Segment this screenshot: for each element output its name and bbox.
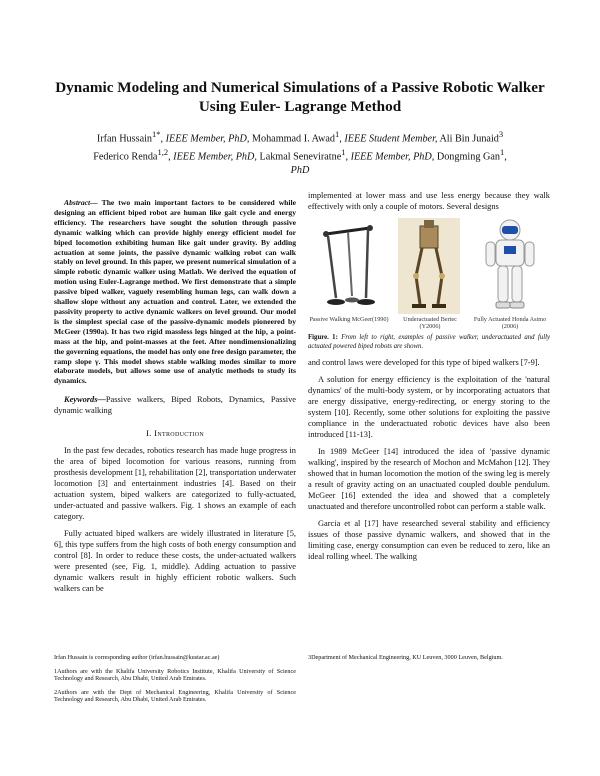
author-affiliation: 1*: [152, 129, 161, 139]
footnote: 2Authors are with the Dept of Mechanical Engineering, Khalifa University of Science Technology and Research, Abu Dhabi, United Arab Emirates.: [54, 688, 296, 704]
right-column: [308, 190, 550, 568]
footnote-corresponding: Irfan Hussain is corresponding author (irfan.hussain@kustar.ac.ae): [54, 654, 220, 661]
figure-panel-caption: Passive Walking McGeer(1990): [309, 316, 389, 323]
figure-panel-caption: Fully Actuated Honda Asimo (2006): [473, 316, 547, 331]
keywords-label: Keywords—: [64, 395, 106, 405]
left-column: [54, 198, 296, 600]
section-heading-introduction: I. Introduction: [145, 428, 205, 439]
author-name: Federico Renda: [93, 151, 158, 163]
body-paragraph: A solution for energy efficiency is the exploitation of the 'natural dynamics' of the multi-body system, or by incorporating actuators that are energy dissipative, energy-redirecting, or energy storing to the system [10]. Recently, some other solutions for exploiting the passive compliance in the underactuated robotic devices have also been introduced [11-13].: [308, 375, 550, 440]
keywords: [54, 394, 296, 416]
footnote: 3Department of Mechanical Engineering, KU Leuven, 3000 Leuven, Belgium.: [308, 654, 503, 661]
figure-caption-text: From left to right, examples of passive walker, underactuated and fully actuated powered biped robots are shown.: [308, 334, 550, 350]
author-affiliation: 1: [499, 146, 505, 157]
figure-label: Figure. 1:: [308, 334, 338, 341]
author-role: IEEE Member, PhD,: [173, 151, 257, 163]
author-name: Ali Bin Junaid: [439, 133, 499, 145]
passive-walker-image: [312, 218, 384, 314]
abstract-label: Abstract—: [64, 198, 98, 207]
footnotes-left: [54, 654, 296, 710]
body-paragraph: implemented at lower mass and use less energy because they walk effectively with only a couple of motors. Several designs: [308, 191, 550, 211]
body-paragraph: and control laws were developed for this type of biped walkers [7-9].: [308, 358, 540, 368]
author-name: Irfan Hussain: [96, 133, 153, 145]
author-role: IEEE Member, PhD,: [165, 133, 250, 145]
footnote: 1Authors are with the Khalifa University Robotics Institute, Khalifa University of Science Technology and Research, Abu Dhabi, United Arab Emirates.: [54, 667, 296, 683]
paper-title: Dynamic Modeling and Numerical Simulations of a Passive Robotic Walker Using Euler- Lagrange Method: [55, 79, 545, 115]
author-affiliation: 1,2: [157, 146, 169, 157]
figure-panel-caption: Underactuated Bertec (Y2006): [403, 316, 457, 331]
figure-caption: [308, 334, 550, 351]
author-affiliation: 1: [335, 129, 340, 139]
author-name: Mohammad I. Awad: [251, 133, 336, 145]
body-paragraph: In the past few decades, robotics research has made huge progress in the area of biped locomotion for various reasons, running from prosthesis development [1], rehabilitation [2], transportation underwater locomotion [3] and entertainment industries [4]. Based on their actuation system, biped walkers are categorized to fully-actuated, under-actuated and passive walkers. Fig. 1 shows an example of each category.: [54, 446, 296, 522]
body-paragraph: Fully actuated biped walkers are widely illustrated in literature [5, 6], this type suffers from the high costs of both energy consumption and control [8]. In order to reduce these costs, the under-actuated walkers were presented (see, Fig. 1, middle). Adding actuation to passive dynamic walkers result in highly efficient robotic walkers. Such walkers can be: [54, 529, 296, 594]
body-paragraph: Garcia et al [17] have researched several stability and efficiency issues of those passive dynamic walkers, and showed that in the limiting case, energy consumption can even be reduced to zero, like an ideal rolling wheel. The walking: [308, 519, 550, 562]
underactuated-robot-image: [398, 218, 460, 314]
author-name: Lakmal Seneviratne: [259, 151, 342, 163]
figure-1: [308, 218, 550, 330]
body-paragraph: In 1989 McGeer [14] introduced the idea of 'passive dynamic walking', inspired by the research of Mochon and McMahon [12]. They showed that in human locomotion the motion of the swing leg is merely a result of gravity acting on an unactuated coupled double pendulum. McGeer [16] extended the idea and showed that a completely unactuated and therefore uncontrolled robot can perform a stable walk.: [308, 447, 550, 512]
keywords-text: Passive walkers, Biped Robots, Dynamics, Passive dynamic walking: [54, 395, 296, 416]
author-affiliation: 1: [341, 146, 346, 157]
fully-actuated-robot-image: [478, 218, 542, 314]
abstract-text: The two main important factors to be considered while designing an efficient biped robot are human like gait cycle and energy efficiency. The researchers have sought the solution through passive dynamic walking which can provide highly energy efficient model for biped locomotion exhibiting human like gait under gravity. By adding actuation at some joints, the passive dynamic walking robot can walk stably on level ground. In this paper, we present numerical simulation of a simple robotic dynamic walker using Matlab. We derived the equation of motion using Euler-Lagrange method. We first demonstrate that a simple passive biped walker, vaguely resembling human legs, can walk down a shallow slope without any actuation and control. Later, we extended the passivity property to active dynamic walkers on level ground. Our model is the simplest special case of the passive-dynamic models pioneered by McGeer (1990a). It has two rigid massless legs hinged at the hip, a point-mass at the hip, and point-masses at the feet. After nondimensionalizing the governing equations, the model has only one free design parameter, the ramp slope γ. This model shows stable walking modes similar to more elaborate models, but allows some use of analytic methods to study its dynamics.: [54, 198, 296, 386]
author-role: PhD: [290, 164, 310, 176]
author-list: Irfan Hussain$^{1*}$, IEEE Member, PhD, Mohammad I. Awad$^1$, IEEE Student Member, Ali Bin Junaid$^3$ Federico Renda$^{1,2}$, IEEE Member, PhD, Lakmal Seneviratne$^1$, IEEE Member, PhD, Dongming Gan$^1$, PhD: [93, 129, 507, 176]
author-name: Dongming Gan: [436, 151, 500, 163]
footnotes-right: [308, 654, 550, 668]
abstract: [54, 198, 296, 386]
author-role: IEEE Member, PhD,: [350, 151, 435, 163]
author-role: IEEE Student Member,: [344, 133, 438, 145]
author-affiliation: 3: [498, 129, 504, 139]
